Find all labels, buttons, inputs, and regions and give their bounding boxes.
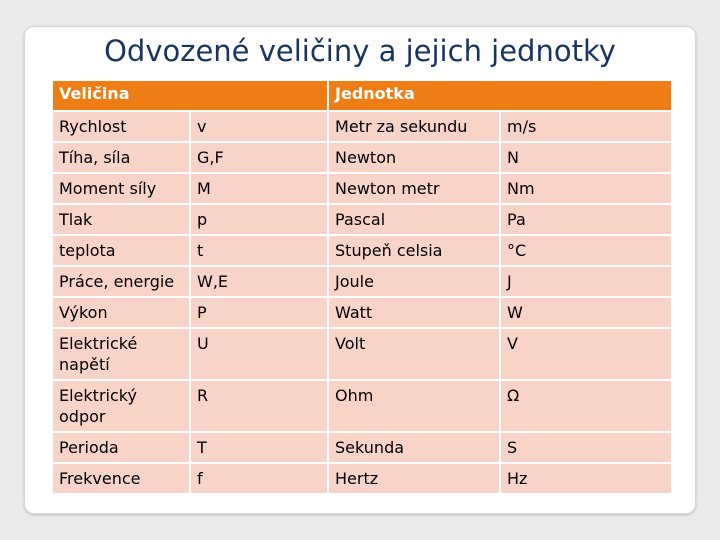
quantity-name-cell: Elektrický odpor <box>53 381 189 431</box>
table-row <box>53 433 671 462</box>
unit-symbol-cell: Pa <box>501 205 671 234</box>
table-row <box>53 205 671 234</box>
unit-name-cell: Stupeň celsia <box>329 236 499 265</box>
quantity-name-cell: Tíha, síla <box>53 143 189 172</box>
quantity-name-cell: Rychlost <box>53 112 189 141</box>
unit-symbol-cell: Ω <box>501 381 671 431</box>
table-row <box>53 112 671 141</box>
unit-name-cell: Pascal <box>329 205 499 234</box>
quantity-symbol-cell: P <box>191 298 327 327</box>
unit-name-cell: Newton metr <box>329 174 499 203</box>
table-header-row <box>53 81 671 110</box>
quantity-symbol-cell: T <box>191 433 327 462</box>
quantity-name-cell: Práce, energie <box>53 267 189 296</box>
quantity-symbol-cell: W,E <box>191 267 327 296</box>
quantity-symbol-cell: v <box>191 112 327 141</box>
table-row <box>53 329 671 379</box>
unit-symbol-cell: Hz <box>501 464 671 493</box>
quantity-name-cell: Moment síly <box>53 174 189 203</box>
header-quantity: Veličina <box>53 81 327 110</box>
quantity-symbol-cell: M <box>191 174 327 203</box>
unit-symbol-cell: S <box>501 433 671 462</box>
quantity-name-cell: Tlak <box>53 205 189 234</box>
table-row <box>53 464 671 493</box>
quantity-symbol-cell: f <box>191 464 327 493</box>
unit-name-cell: Newton <box>329 143 499 172</box>
unit-symbol-cell: °C <box>501 236 671 265</box>
quantities-table <box>51 79 673 495</box>
unit-symbol-cell: V <box>501 329 671 379</box>
table-row <box>53 174 671 203</box>
quantity-name-cell: Elektrické napětí <box>53 329 189 379</box>
unit-symbol-cell: m/s <box>501 112 671 141</box>
table-row <box>53 236 671 265</box>
table-row <box>53 298 671 327</box>
unit-name-cell: Sekunda <box>329 433 499 462</box>
quantity-name-cell: teplota <box>53 236 189 265</box>
unit-symbol-cell: Nm <box>501 174 671 203</box>
unit-symbol-cell: J <box>501 267 671 296</box>
unit-name-cell: Ohm <box>329 381 499 431</box>
table-row <box>53 143 671 172</box>
unit-name-cell: Joule <box>329 267 499 296</box>
unit-symbol-cell: W <box>501 298 671 327</box>
quantity-name-cell: Perioda <box>53 433 189 462</box>
quantity-name-cell: Výkon <box>53 298 189 327</box>
unit-name-cell: Metr za sekundu <box>329 112 499 141</box>
quantity-symbol-cell: p <box>191 205 327 234</box>
table-row <box>53 267 671 296</box>
quantity-symbol-cell: U <box>191 329 327 379</box>
unit-name-cell: Volt <box>329 329 499 379</box>
unit-symbol-cell: N <box>501 143 671 172</box>
table-row <box>53 381 671 431</box>
unit-name-cell: Watt <box>329 298 499 327</box>
quantity-symbol-cell: R <box>191 381 327 431</box>
quantity-name-cell: Frekvence <box>53 464 189 493</box>
quantity-symbol-cell: G,F <box>191 143 327 172</box>
quantity-symbol-cell: t <box>191 236 327 265</box>
unit-name-cell: Hertz <box>329 464 499 493</box>
slide-title: Odvozené veličiny a jejich jednotky <box>104 34 616 68</box>
header-unit: Jednotka <box>329 81 671 110</box>
